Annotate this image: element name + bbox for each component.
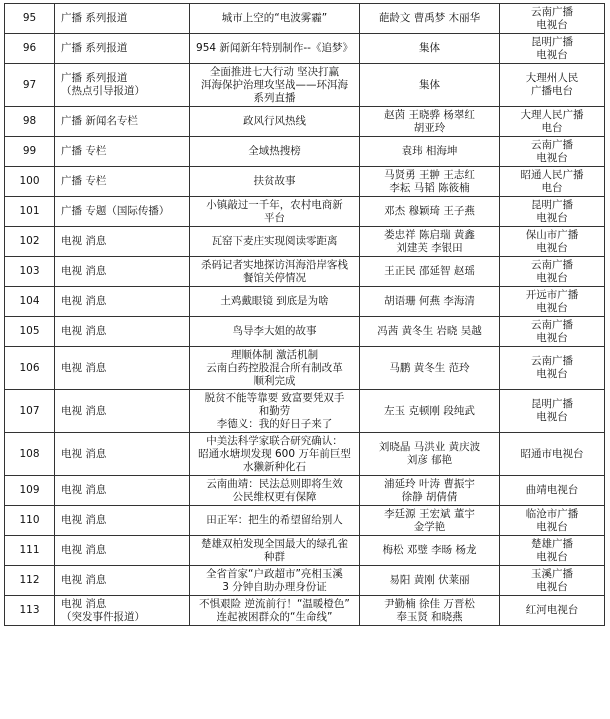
authors-cell: 梅松 邓璧 李旸 杨龙 — [360, 536, 500, 566]
authors-cell: 李廷源 王宏斌 董宇 金学艳 — [360, 506, 500, 536]
authors-cell: 赵茵 王晓骅 杨翠红 胡亚玲 — [360, 107, 500, 137]
row-number: 103 — [5, 257, 55, 287]
unit-cell: 临沧市广播 电视台 — [500, 506, 605, 536]
title-cell: 理顺体制 激活机制 云南白药控股混合所有制改革 顺利完成 — [190, 347, 360, 390]
title-cell: 土鸡戴眼镜 到底是为啥 — [190, 287, 360, 317]
title-cell: 不惧艰险 逆流前行！“温暖橙色” 连起被困群众的“生命线” — [190, 596, 360, 626]
title-cell: 全域热搜榜 — [190, 137, 360, 167]
category-cell: 电视 消息 （突发事件报道） — [55, 596, 190, 626]
row-number: 99 — [5, 137, 55, 167]
authors-cell: 娄忠祥 陈启瑞 黄鑫 刘建芙 李银田 — [360, 227, 500, 257]
authors-cell: 易阳 黄刚 伏莱丽 — [360, 566, 500, 596]
authors-cell: 王正民 邵延智 赵瑶 — [360, 257, 500, 287]
unit-cell: 云南广播 电视台 — [500, 4, 605, 34]
category-cell: 广播 系列报道 （热点引导报道） — [55, 64, 190, 107]
category-cell: 电视 消息 — [55, 287, 190, 317]
title-cell: 云南曲靖：民法总则即将生效 公民维权更有保障 — [190, 476, 360, 506]
title-cell: 954 新闻新年特别制作--《追梦》 — [190, 34, 360, 64]
title-cell: 田正军：把生的希望留给别人 — [190, 506, 360, 536]
unit-cell: 昆明广播 电视台 — [500, 197, 605, 227]
category-cell: 广播 新闻名专栏 — [55, 107, 190, 137]
table-row — [5, 390, 605, 433]
unit-cell: 楚雄广播 电视台 — [500, 536, 605, 566]
table-row — [5, 227, 605, 257]
authors-cell: 尹勤楠 徐佳 万晋松 奉玉贤 和晓燕 — [360, 596, 500, 626]
row-number: 113 — [5, 596, 55, 626]
category-cell: 电视 消息 — [55, 476, 190, 506]
unit-cell: 云南广播 电视台 — [500, 317, 605, 347]
authors-cell: 葩龄文 曹禹梦 木丽华 — [360, 4, 500, 34]
unit-cell: 红河电视台 — [500, 596, 605, 626]
row-number: 110 — [5, 506, 55, 536]
table-row — [5, 197, 605, 227]
award-list-table — [4, 3, 605, 626]
category-cell: 广播 专栏 — [55, 167, 190, 197]
row-number: 112 — [5, 566, 55, 596]
title-cell: 脱贫不能等靠要 致富要凭双手 和勤劳 李德义：我的好日子来了 — [190, 390, 360, 433]
row-number: 101 — [5, 197, 55, 227]
row-number: 106 — [5, 347, 55, 390]
table-row — [5, 476, 605, 506]
authors-cell: 胡语珊 何燕 李海清 — [360, 287, 500, 317]
category-cell: 电视 消息 — [55, 317, 190, 347]
row-number: 109 — [5, 476, 55, 506]
table-row — [5, 64, 605, 107]
row-number: 100 — [5, 167, 55, 197]
category-cell: 广播 专栏 — [55, 137, 190, 167]
row-number: 108 — [5, 433, 55, 476]
category-cell: 广播 系列报道 — [55, 34, 190, 64]
row-number: 111 — [5, 536, 55, 566]
authors-cell: 冯茜 黄冬生 岩晓 吴越 — [360, 317, 500, 347]
authors-cell: 集体 — [360, 34, 500, 64]
category-cell: 电视 消息 — [55, 227, 190, 257]
table-row — [5, 287, 605, 317]
unit-cell: 大理州人民 广播电台 — [500, 64, 605, 107]
authors-cell: 刘晓晶 马洪业 黄庆波 刘彦 郁艳 — [360, 433, 500, 476]
authors-cell: 马贤勇 王翀 王志红 李耘 马韬 陈筱楠 — [360, 167, 500, 197]
category-cell: 电视 消息 — [55, 506, 190, 536]
award-list-body — [5, 4, 605, 626]
category-cell: 电视 消息 — [55, 347, 190, 390]
title-cell: 全省首家“户政超市”亮相玉溪 3 分钟自助办理身份证 — [190, 566, 360, 596]
title-cell: 小镇敲过一千年，农村电商新 平台 — [190, 197, 360, 227]
unit-cell: 曲靖电视台 — [500, 476, 605, 506]
authors-cell: 马鹏 黄冬生 范玲 — [360, 347, 500, 390]
title-cell: 城市上空的“电波雾霾” — [190, 4, 360, 34]
table-row — [5, 137, 605, 167]
unit-cell: 昭通人民广播 电台 — [500, 167, 605, 197]
row-number: 98 — [5, 107, 55, 137]
table-row — [5, 317, 605, 347]
title-cell: 瓦窑下麦庄实现阅读零距离 — [190, 227, 360, 257]
table-row — [5, 257, 605, 287]
category-cell: 广播 专题（国际传播） — [55, 197, 190, 227]
unit-cell: 保山市广播 电视台 — [500, 227, 605, 257]
table-row — [5, 506, 605, 536]
unit-cell: 云南广播 电视台 — [500, 347, 605, 390]
unit-cell: 开远市广播 电视台 — [500, 287, 605, 317]
title-cell: 全面推进七大行动 坚决打赢 洱海保护治理攻坚战——环洱海 系列直播 — [190, 64, 360, 107]
authors-cell: 左玉 克顿刚 段纯武 — [360, 390, 500, 433]
table-row — [5, 347, 605, 390]
title-cell: 楚雄双柏发现全国最大的绿孔雀 种群 — [190, 536, 360, 566]
table-row — [5, 433, 605, 476]
category-cell: 电视 消息 — [55, 257, 190, 287]
row-number: 102 — [5, 227, 55, 257]
table-row — [5, 34, 605, 64]
row-number: 97 — [5, 64, 55, 107]
title-cell: 扶贫故事 — [190, 167, 360, 197]
unit-cell: 云南广播 电视台 — [500, 257, 605, 287]
authors-cell: 浦延玲 叶涛 曹振宇 徐静 胡倩倩 — [360, 476, 500, 506]
table-row — [5, 536, 605, 566]
category-cell: 广播 系列报道 — [55, 4, 190, 34]
title-cell: 政风行风热线 — [190, 107, 360, 137]
table-row — [5, 4, 605, 34]
unit-cell: 云南广播 电视台 — [500, 137, 605, 167]
category-cell: 电视 消息 — [55, 566, 190, 596]
table-row — [5, 107, 605, 137]
category-cell: 电视 消息 — [55, 536, 190, 566]
row-number: 107 — [5, 390, 55, 433]
unit-cell: 昭通市电视台 — [500, 433, 605, 476]
title-cell: 杀码记者实地探访洱海沿岸客栈 餐馆关停情况 — [190, 257, 360, 287]
title-cell: 鸟导李大姐的故事 — [190, 317, 360, 347]
table-row — [5, 167, 605, 197]
unit-cell: 玉溪广播 电视台 — [500, 566, 605, 596]
authors-cell: 邓杰 穆颖琦 王子燕 — [360, 197, 500, 227]
row-number: 96 — [5, 34, 55, 64]
row-number: 104 — [5, 287, 55, 317]
row-number: 105 — [5, 317, 55, 347]
table-row — [5, 566, 605, 596]
table-row — [5, 596, 605, 626]
category-cell: 电视 消息 — [55, 390, 190, 433]
authors-cell: 袁玮 相海坤 — [360, 137, 500, 167]
unit-cell: 昆明广播 电视台 — [500, 34, 605, 64]
unit-cell: 大理人民广播 电台 — [500, 107, 605, 137]
unit-cell: 昆明广播 电视台 — [500, 390, 605, 433]
title-cell: 中美法科学家联合研究确认： 昭通水塘坝发现 600 万年前巨型 水獭新种化石 — [190, 433, 360, 476]
row-number: 95 — [5, 4, 55, 34]
authors-cell: 集体 — [360, 64, 500, 107]
category-cell: 电视 消息 — [55, 433, 190, 476]
